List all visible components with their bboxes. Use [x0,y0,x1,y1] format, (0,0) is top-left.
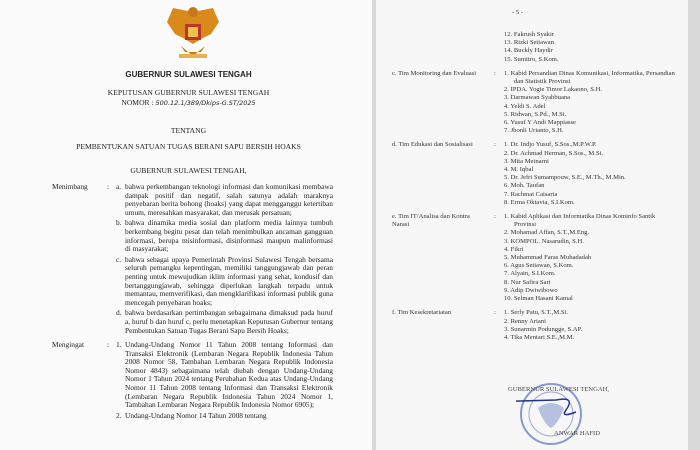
item-mark: 1. [116,340,122,350]
item-mark: a. [116,182,122,191]
section-label: d. Tim Edukasi dan Sosialisasi [392,141,473,149]
about-heading: TENTANG [170,126,207,135]
decree-body [0,183,372,423]
member-item: 3. Mita Meinarni [504,157,549,165]
section-education [392,141,682,207]
member-item: 7. Rachmat Caisaria [504,190,558,198]
menimbang-label: Menimbang [52,182,88,191]
member-item: 4. Tika Mentari S.E.,M.M. [504,333,575,341]
member-item: 7. Alyain, S.I.Kom. [504,270,556,278]
subject: PEMBENTUKAN SATUAN TUGAS BERANI SAPU BERSIH HOAKS [76,142,301,151]
mengingat-label: Mengingat [52,340,85,350]
member-item: 2. Mohamad Affan, S.T.,M.Eng. [504,229,590,237]
number-label: NOMOR : [121,98,154,107]
menimbang-block [0,183,372,335]
member-item: 1. Kabid Aplikasi dan Informatika Dinas Kominfo Santik Provinsi [504,213,656,229]
member-item: 2. IPDA. Yogie Timor Lakaono, S.H. [504,86,603,94]
member-item: 4. M. Iqbal [504,166,534,174]
member-item: 6. Yusuf Y Andi Mappiasse [504,119,576,127]
garuda-emblem [165,4,221,62]
section-secretariat [392,309,682,342]
item-text: Undang-Undang Nomor 11 Tahun 2008 tentang Informasi dan Transaksi Elektronik (Lembaran Negara Republik Indonesia Tahun 2008 Nomor 58, Tambahan Lembaran Negara Republik Indonesia Nomor 4843) sebagaimana telah diubah dengan Undang-Undang Nomor 1 Tahun 2024 tentang Perubahan Kedua atas Undang-Undang Nomor 11 Tahun 2008 tentang Informasi dan Transaksi Elektronik (Lembaran Negara Republik Indonesia Tahun 2024 Nomor 1, Tambahan Lembaran Negara Republik Indonesia Nomor 6905); [125,340,333,410]
member-item: 8. Nur Safira Sari [504,278,551,286]
decree-page-right [376,0,688,450]
page-number: - 5 - [512,9,523,16]
item-mark: d. [116,308,122,318]
header: GUBERNUR SULAWESI TENGAH [125,70,252,79]
member-item: 5. Ridwan, S.Pd., M.Si. [504,110,567,118]
consideration-d [116,308,333,335]
member-item: 1. Serly Patu, S.T.,M.Si. [504,309,568,317]
section-label: c. Tim Monitoring dan Evaluasi [392,69,477,77]
member-item: 6. Moh. Taufan [504,182,545,190]
colon: : [107,182,110,191]
member-item: 13. Rizki Setiawan [504,39,554,47]
member-item: 5. Muhammad Faras Muhadadah [504,254,592,262]
member-item: 8. Erma Oktavia, S.I.Kom. [504,198,575,206]
decree-number [5,98,372,107]
consideration-a [116,182,333,217]
decree-title: KEPUTUSAN GUBERNUR SULAWESI TENGAH [107,88,270,97]
member-item: 4. Fikri [504,245,524,253]
section-monitoring [392,70,682,136]
member-item: 15. Sumitro, S.Kom. [504,55,559,63]
member-item: 4. Yeldi S. Adel [504,102,546,110]
team-list [392,31,682,348]
member-item: 12. Fakrush Syakir [504,31,555,38]
member-item: 5. Dr. Jefri Sumampouw, S.E., M.Th., M.Min. [504,174,626,182]
colon: : [494,69,496,77]
item-text: bahwa dinamika media sosial dan platform media lainnya tumbuh berkembang begitu pesat dan telah menimbulkan ancaman gangguan informasi, berupa misinformasi, disinformasi maupun malinformasi di masyarakat; [125,218,333,254]
signatory-title: GUBERNUR SULAWESI TENGAH, [508,386,610,393]
member-item: 14. Buckly Haydir [504,47,553,55]
continued-list [392,31,682,64]
member-item: 3. Darmawan Syahbuana [504,94,571,102]
colon: : [494,309,496,317]
member-item: 2. Renny Ariani [504,317,546,325]
colon: : [107,340,110,350]
member-item: 10. Selman Hasani Kamal [504,295,573,303]
member-item: 7. Jhonli Urianto, S.H. [504,127,564,135]
member-item: 9. Adip Dwiwibowo [504,286,558,294]
section-label: f. Tim Kesekretariatan [392,309,452,317]
colon: : [494,141,496,149]
item-mark: 2. [116,410,122,420]
item-text: bahwa berdasarkan pertimbangan sebagaimana dimaksud pada huruf a, huruf b dan huruf c, perlu menetapkan Keputusan Gubernur tentang Pembentukan Satuan Tugas Berani Sapu Bersih Hoaks; [125,308,333,335]
mengingat-block [0,341,372,420]
item-text: bahwa perkembangan teknologi informasi dan komunikasi membawa dampak positif dan negatif, salah satunya adalah maraknya penyebaran berita bohong (hoaks) yang dapat mengganggu ketertiban umum, meresahkan masyarakat, dan merusak persatuan; [125,182,333,217]
consideration-b [116,218,333,254]
colon: : [494,213,496,221]
signatory-name: ANWAR HAFID [554,430,600,437]
member-item: 6. Agus Setiawan, S.Kom. [504,262,574,270]
member-item: 3. Sunarmin Podungge, S.AP. [504,325,583,333]
legal-basis-1 [116,340,333,410]
issuer: GUBERNUR SULAWESI TENGAH, [130,166,247,175]
legal-basis-2 [116,410,333,421]
item-mark: c. [116,254,122,264]
item-text: Undang-Undang Nomor 14 Tahun 2008 tentang [125,410,267,420]
member-item: 2. Dr. Achmad Herman, S.Sos., M.Si. [504,149,604,157]
member-item: 3. KOMPOL. Nasarudin, S.H. [504,237,584,245]
item-text: bahwa sebagai upaya Pemerintah Provinsi Sulawesi Tengah bersama seluruh pemangku kepentingan, memiliki tanggungjawab dan peran penting untuk mewujudkan iklim informasi yang sehat, kondusif dan bertanggungjawab, sehingga diperlukan langkah terpadu untuk memantau, memverifikasi, dan mengklarifikasi informasi publik guna mencegah penyebaran hoaks; [125,254,333,307]
item-mark: b. [116,218,122,228]
member-item: 1. Dr. Indjo Yusuf, S.Sos.,M.P.W.P. [504,141,597,149]
consideration-c [116,254,333,308]
member-item: 1. Kabid Persandian Dinas Komunikasi, Informatika, Persandian dan Statistik Provinsi [504,69,675,86]
section-it-analysis [392,213,682,303]
number-value: 500.12.1/389/Dkips-G.ST/2025 [155,99,256,107]
section-label: e. Tim IT/Analisa dan Kontra Narasi [392,213,470,229]
